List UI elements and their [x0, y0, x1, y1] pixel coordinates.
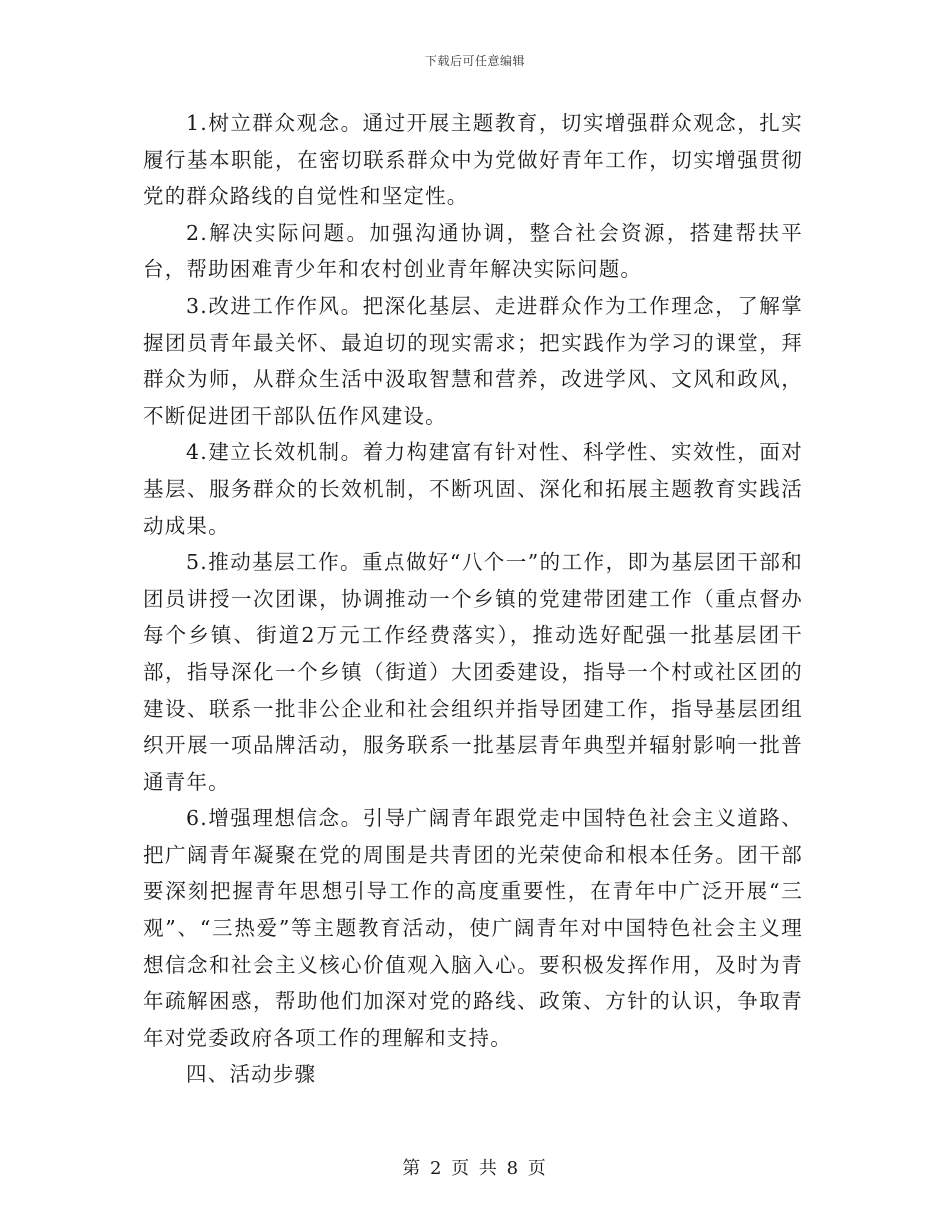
paragraph-2: 2.解决实际问题。加强沟通协调，整合社会资源，搭建帮扶平台，帮助困难青少年和农村创业青年解决实际问题。	[143, 220, 803, 282]
paragraph-1: 1.树立群众观念。通过开展主题教育，切实增强群众观念，扎实履行基本职能，在密切联系群众中为党做好青年工作，切实增强贯彻党的群众路线的自觉性和坚定性。	[143, 111, 803, 209]
paragraph-4: 4.建立长效机制。着力构建富有针对性、科学性、实效性，面对基层、服务群众的长效机制，不断巩固、深化和拓展主题教育实践活动成果。	[143, 440, 803, 538]
page-number: 第 2 页 共 8 页	[402, 1158, 548, 1179]
header-note: 下载后可任意编辑	[424, 54, 525, 68]
document-body	[143, 105, 803, 1093]
paragraph-3: 3.改进工作作风。把深化基层、走进群众作为工作理念，了解掌握团员青年最关怀、最迫切的现实需求；把实践作为学习的课堂，拜群众为师，从群众生活中汲取智慧和营养，改进学风、文风和政风，不断促进团干部队伍作风建设。	[143, 293, 803, 428]
paragraph-5: 5.推动基层工作。重点做好“八个一”的工作，即为基层团干部和团员讲授一次团课，协调推动一个乡镇的党建带团建工作（重点督办每个乡镇、街道2万元工作经费落实），推动选好配强一批基层团干部，指导深化一个乡镇（街道）大团委建设，指导一个村或社区团的建设、联系一批非公企业和社会组织并指导团建工作，指导基层团组织开展一项品牌活动，服务联系一批基层青年典型并辐射影响一批普通青年。	[143, 550, 803, 794]
section-heading: 四、活动步骤	[186, 1062, 317, 1087]
paragraph-6: 6.增强理想信念。引导广阔青年跟党走中国特色社会主义道路、把广阔青年凝聚在党的周围是共青团的光荣使命和根本任务。团干部要深刻把握青年思想引导工作的高度重要性，在青年中广泛开展“三观”、“三热爱”等主题教育活动，使广阔青年对中国特色社会主义理想信念和社会主义核心价值观入脑入心。要积极发挥作用，及时为青年疏解困惑，帮助他们加深对党的路线、政策、方针的认识，争取青年对党委政府各项工作的理解和支持。	[143, 806, 803, 1050]
